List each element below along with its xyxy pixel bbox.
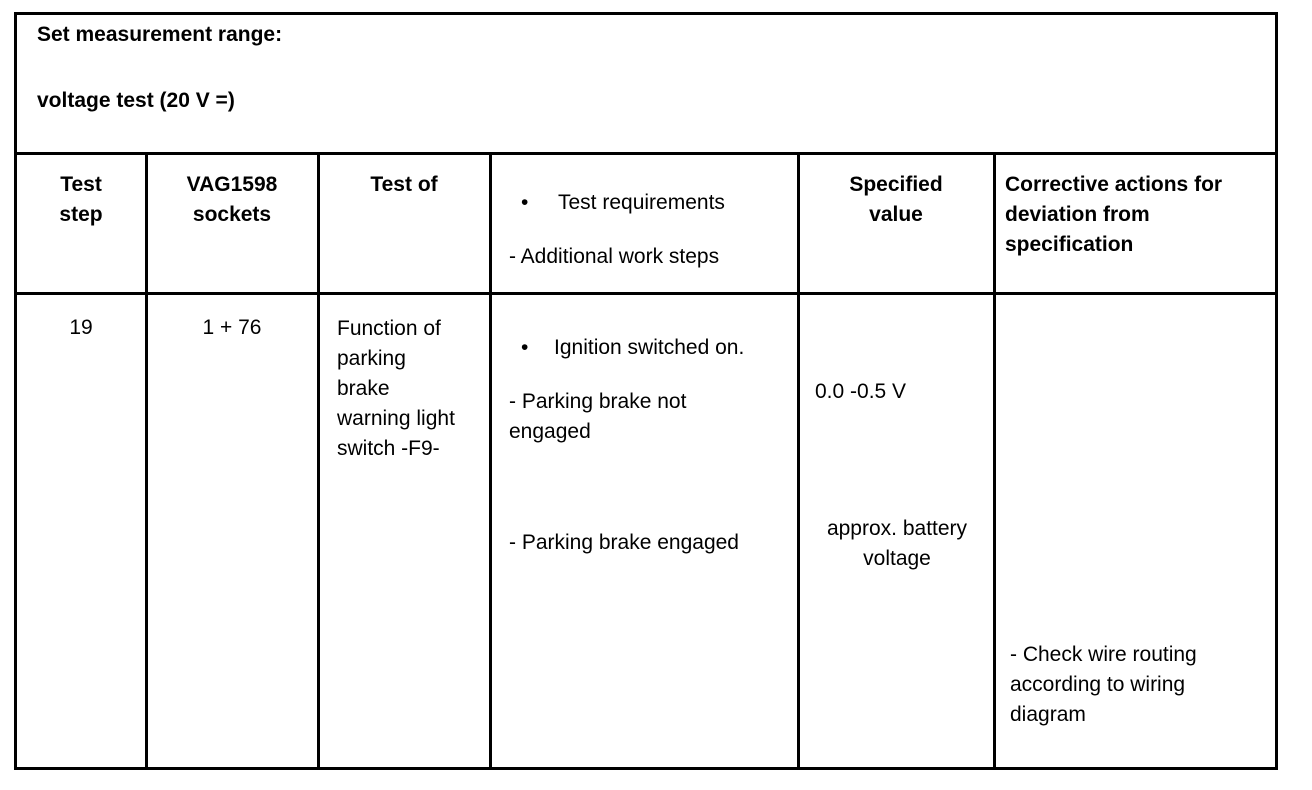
header-corrective-line2: deviation from	[1005, 203, 1150, 226]
cell-sockets: 1 + 76	[202, 316, 262, 339]
cell-corrective-action	[1010, 640, 1197, 730]
brake-not-engaged-line1: - Parking brake not	[509, 390, 687, 413]
col-divider-3	[489, 152, 492, 770]
header-corrective-line3: specification	[1005, 233, 1134, 256]
brake-not-engaged-line2: engaged	[509, 420, 591, 443]
value-engaged-line1: approx. battery	[826, 517, 968, 540]
header-test-of: Test of	[370, 173, 438, 196]
test-of-line3: brake	[337, 377, 390, 400]
header-specified-line2: value	[869, 203, 923, 226]
bullet-icon: •	[521, 191, 529, 214]
header-specified-line1: Specified	[849, 173, 943, 196]
corrective-line1: - Check wire routing	[1010, 643, 1197, 666]
cell-value-not-engaged: 0.0 -0.5 V	[815, 380, 907, 403]
col-divider-1	[145, 152, 148, 770]
col-divider-4	[797, 152, 800, 770]
intro-measurement-range: Set measurement range:	[37, 23, 283, 46]
col-divider-5	[993, 152, 996, 770]
header-specified-value	[799, 170, 993, 230]
header-sockets-line1: VAG1598	[186, 173, 278, 196]
header-test-step	[16, 170, 146, 230]
header-corrective-line1: Corrective actions for	[1005, 173, 1223, 196]
cell-parking-brake-not-engaged	[509, 387, 686, 447]
corrective-line3: diagram	[1010, 703, 1086, 726]
header-additional-steps: - Additional work steps	[509, 245, 720, 268]
cell-value-engaged	[799, 514, 995, 574]
cell-requirement-ignition: Ignition switched on.	[554, 336, 745, 359]
header-test-step-line2: step	[59, 203, 103, 226]
intro-voltage-test: voltage test (20 V =)	[37, 89, 235, 112]
test-of-line1: Function of	[337, 317, 441, 340]
cell-test-of	[337, 314, 455, 464]
value-engaged-line2: voltage	[863, 547, 931, 570]
header-test-requirements: Test requirements	[558, 191, 725, 214]
header-test-step-line1: Test	[60, 173, 102, 196]
corrective-line2: according to wiring	[1010, 673, 1186, 696]
header-sockets	[147, 170, 317, 230]
col-divider-2	[317, 152, 320, 770]
bullet-icon: •	[521, 336, 529, 359]
test-of-line4: warning light	[337, 407, 455, 430]
header-corrective-actions	[1005, 170, 1222, 260]
rule-under-intro	[14, 152, 1278, 155]
test-of-line5: switch -F9-	[337, 437, 440, 460]
cell-parking-brake-engaged: - Parking brake engaged	[509, 531, 739, 554]
cell-test-step: 19	[69, 316, 93, 339]
header-sockets-line2: sockets	[192, 203, 272, 226]
rule-under-header	[14, 292, 1278, 295]
test-of-line2: parking	[337, 347, 406, 370]
